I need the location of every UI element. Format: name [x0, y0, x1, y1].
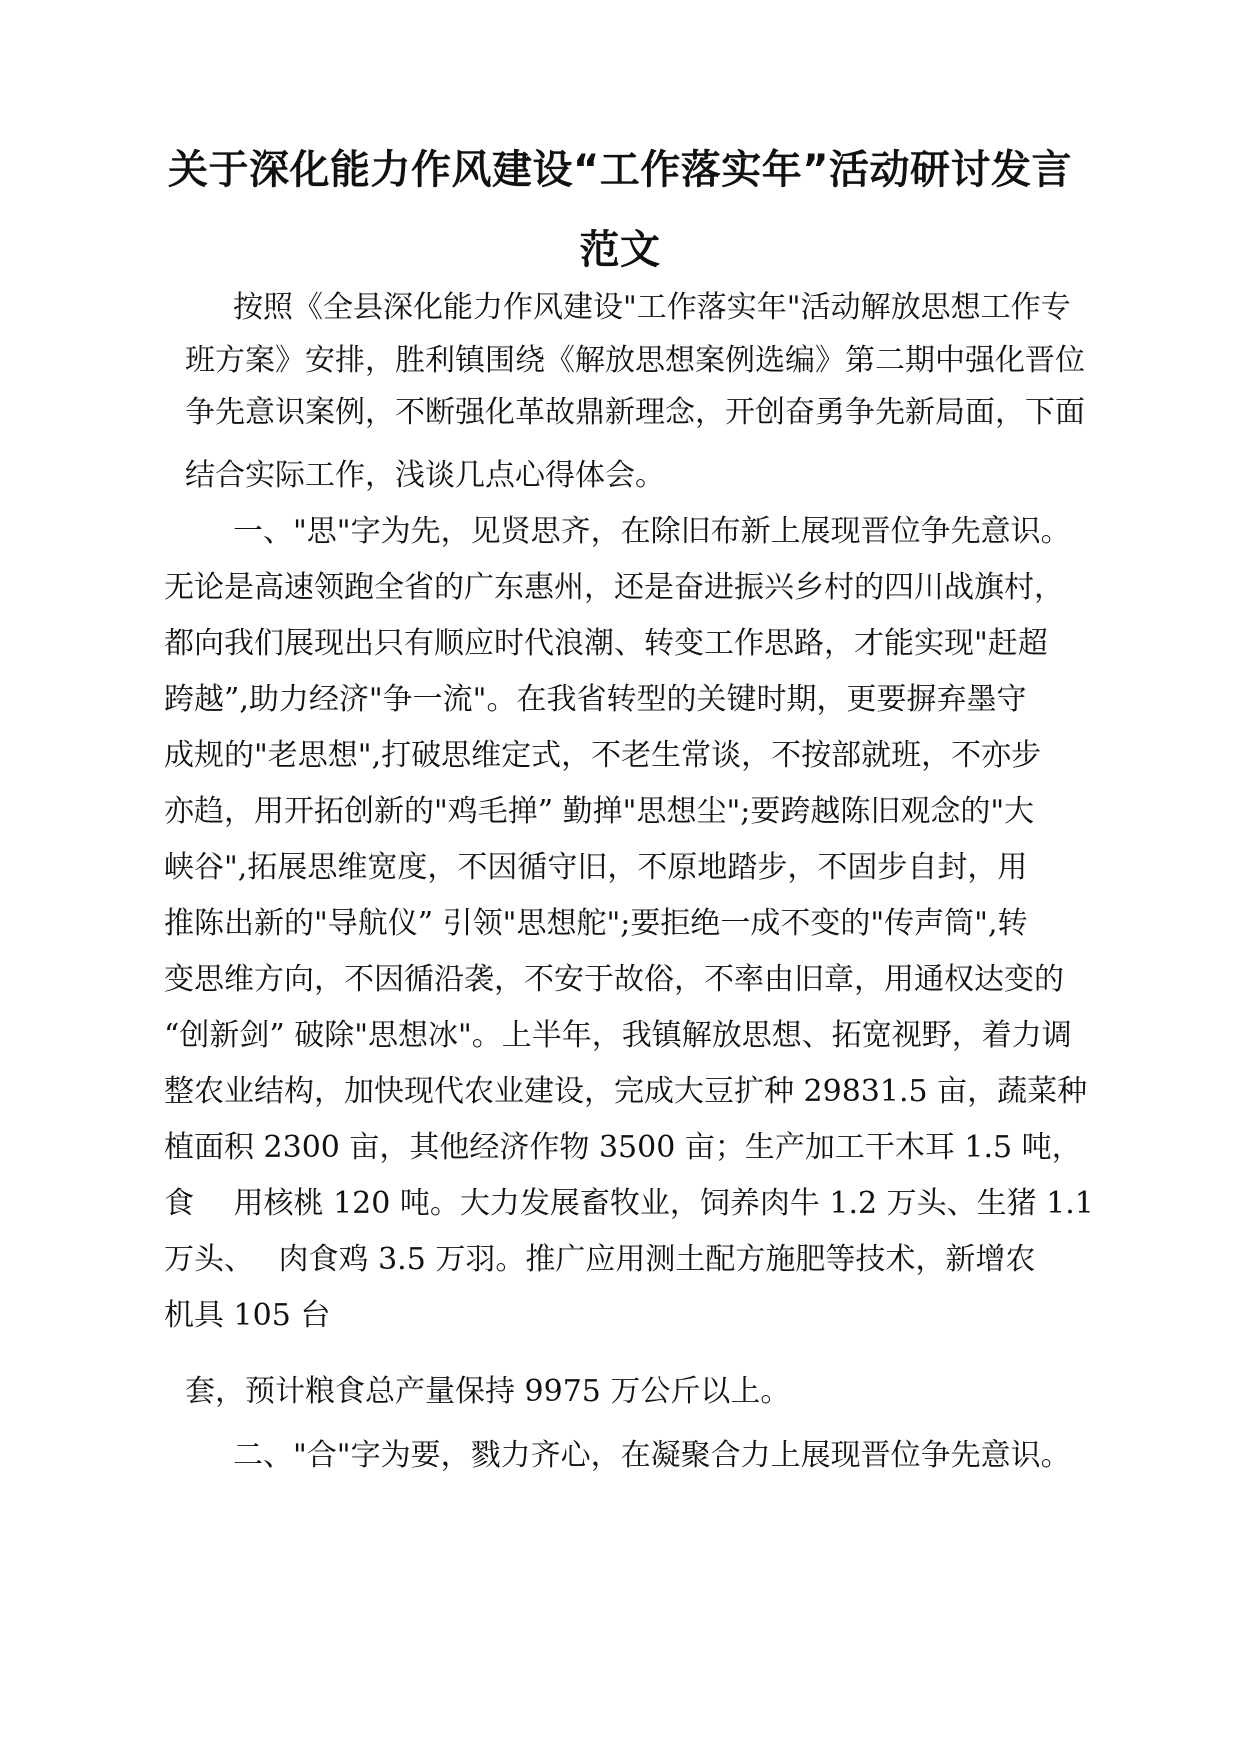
paragraph-line: 跨越”,助力经济"争一流"。在我省转型的关键时期，更要摒弃墨守: [164, 682, 1027, 717]
paragraph-line: 结合实际工作，浅谈几点心得体会。: [185, 458, 665, 493]
paragraph-line: 争先意识案例，不断强化革故鼎新理念，开创奋勇争先新局面，下面: [185, 395, 1085, 430]
paragraph-line: 万头、 肉食鸡 3.5 万羽。推广应用测土配方施肥等技术，新增农: [164, 1242, 1036, 1277]
paragraph-line: 亦趋，用开拓创新的"鸡毛掸” 勤掸"思想尘";要跨越陈旧观念的"大: [164, 794, 1035, 829]
paragraph-line: 成规的"老思想",打破思维定式，不老生常谈，不按部就班，不亦步: [164, 738, 1042, 773]
paragraph-line: 班方案》安排，胜利镇围绕《解放思想案例选编》第二期中强化晋位: [185, 343, 1085, 378]
paragraph-line: 一、"思"字为先，见贤思齐，在除旧布新上展现晋位争先意识。: [233, 514, 1071, 549]
paragraph-line: 套，预计粮食总产量保持 9975 万公斤以上。: [185, 1374, 791, 1409]
paragraph-line: 食 用核桃 120 吨。大力发展畜牧业，饲养肉牛 1.2 万头、生猪 1.1: [164, 1186, 1094, 1221]
document-title-line-1: 关于深化能力作风建设“工作落实年”活动研讨发言: [167, 147, 1073, 193]
document-title-line-2: 范文: [579, 227, 661, 273]
paragraph-line: 机具 105 台: [164, 1298, 331, 1333]
paragraph-line: 植面积 2300 亩，其他经济作物 3500 亩；生产加工干木耳 1.5 吨，: [164, 1130, 1082, 1165]
paragraph-line: 按照《全县深化能力作风建设"工作落实年"活动解放思想工作专: [233, 290, 1071, 325]
paragraph-line: 都向我们展现出只有顺应时代浪潮、转变工作思路，才能实现"赶超: [164, 626, 1048, 661]
paragraph-line: 整农业结构，加快现代农业建设，完成大豆扩种 29831.5 亩，蔬菜种: [164, 1074, 1088, 1109]
paragraph-line: 峡谷",拓展思维宽度，不因循守旧，不原地踏步，不固步自封，用: [164, 850, 1028, 885]
paragraph-line: “创新剑” 破除"思想冰"。上半年，我镇解放思想、拓宽视野，着力调: [164, 1018, 1072, 1053]
paragraph-line: 推陈出新的"导航仪” 引领"思想舵";要拒绝一成不变的"传声筒",转: [164, 906, 1028, 941]
paragraph-line: 变思维方向，不因循沿袭，不安于故俗，不率由旧章，用通权达变的: [164, 962, 1064, 997]
paragraph-line: 无论是高速领跑全省的广东惠州，还是奋进振兴乡村的四川战旗村，: [164, 570, 1064, 605]
paragraph-line: 二、"合"字为要，戮力齐心，在凝聚合力上展现晋位争先意识。: [233, 1438, 1071, 1473]
